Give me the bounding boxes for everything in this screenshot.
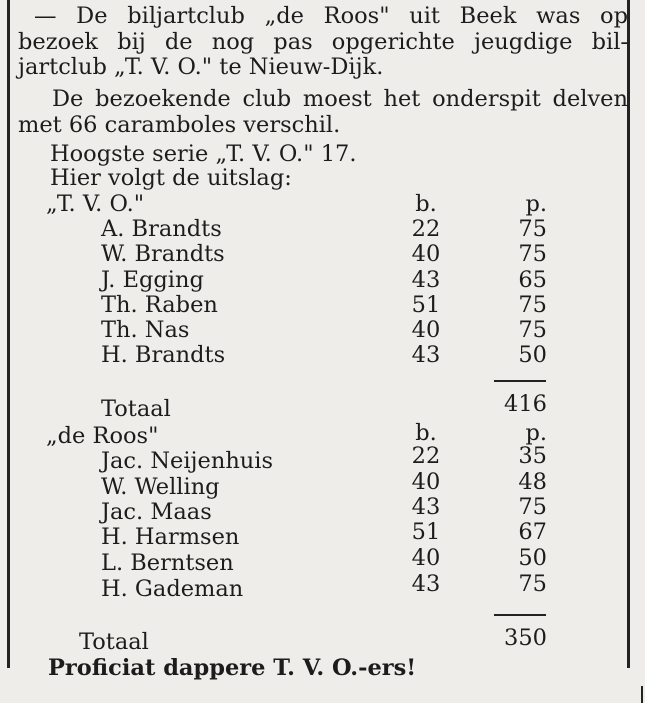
club2-name: „de Roos" [46,423,159,449]
player-p: 50 [518,342,547,368]
player-b: 22 [411,216,441,242]
column-rule-corner [641,686,643,703]
club1-total-label: Totaal [101,396,171,422]
player-p: 75 [518,216,547,242]
club2-total-label: Totaal [79,629,149,655]
player-name: Jac. Neijenhuis [101,448,274,474]
player-p: 35 [518,443,547,469]
club1-total: 416 [504,391,547,417]
club1-sum-rule [494,380,546,382]
club2-sum-rule [494,614,546,616]
club1-col-b-header: b. [415,191,437,217]
intro-line-2: bezoek bij de nog pas opgerichte jeugdige bil- [18,28,628,55]
club2-total: 350 [504,625,547,651]
player-name: Jac. Maas [101,499,212,525]
player-p: 65 [518,267,547,293]
result-line-2: met 66 caramboles verschil. [18,111,341,138]
player-p: 50 [518,545,547,571]
player-b: 22 [411,443,441,469]
player-b: 51 [411,519,441,545]
player-b: 43 [411,494,441,520]
player-p: 75 [518,317,547,343]
player-b: 43 [411,342,441,368]
player-b: 40 [411,469,441,495]
player-p: 75 [518,292,547,318]
results-intro: Hier volgt de uitslag: [50,165,292,191]
player-b: 40 [411,545,441,571]
club2-col-b-header: b. [415,420,437,446]
player-name: W. Welling [101,474,220,500]
player-name: A. Brandts [101,216,222,242]
intro-paragraph [18,4,628,81]
result-paragraph [18,87,628,138]
player-name: W. Brandts [101,241,225,267]
closing-line: Proficiat dappere T. V. O.-ers! [48,655,417,681]
player-p: 48 [518,469,547,495]
club1-name: „T. V. O." [46,191,145,217]
player-b: 40 [411,317,441,343]
player-p: 67 [518,519,547,545]
player-p: 75 [518,494,547,520]
intro-line-3: jartclub „T. V. O." te Nieuw-Dijk. [18,54,384,80]
player-name: H. Brandts [101,342,226,368]
player-name: H. Harmsen [101,524,240,550]
player-b: 43 [411,571,441,597]
result-line-1: De bezoekende club moest het onderspit delven [52,86,628,112]
club2-col-p-header: p. [525,420,547,446]
highest-series: Hoogste serie „T. V. O." 17. [50,141,357,167]
player-name: Th. Nas [101,317,190,343]
player-b: 40 [411,241,441,267]
player-name: L. Berntsen [101,550,234,576]
player-name: J. Egging [101,267,204,293]
column-rule-left [7,0,10,668]
player-name: Th. Raben [101,292,218,318]
player-p: 75 [518,571,547,597]
club1-col-p-header: p. [525,191,547,217]
player-b: 43 [411,267,441,293]
player-p: 75 [518,241,547,267]
intro-line-1: — De biljartclub „de Roos" uit Beek was op [34,3,628,29]
player-b: 51 [411,292,441,318]
player-name: H. Gademan [101,576,244,602]
